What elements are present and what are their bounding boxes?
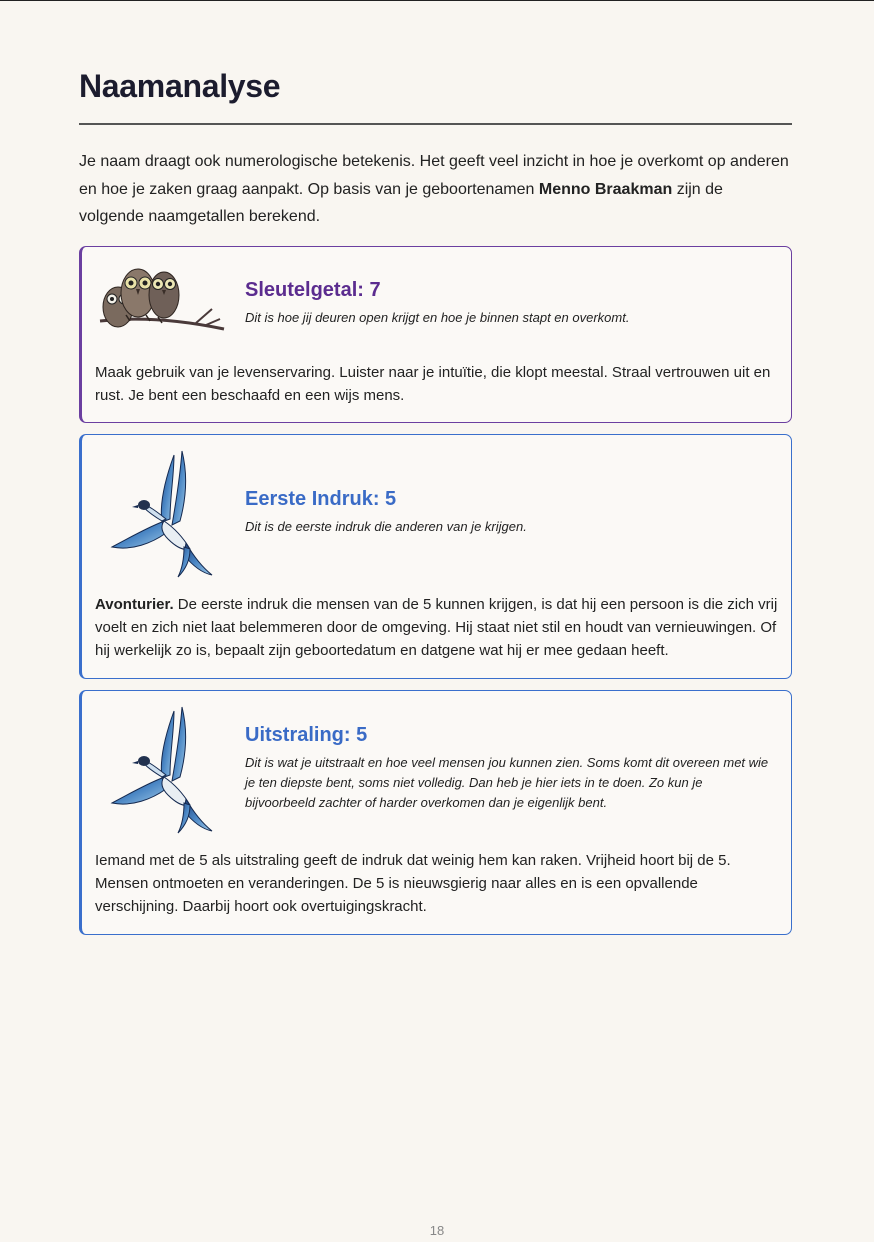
page-number: 18 [429, 1223, 445, 1238]
intro-name: Menno Braakman [538, 180, 673, 198]
card-sleutelgetal [79, 246, 792, 423]
card-body-lead: Avonturier. [95, 596, 174, 613]
card-heading [245, 724, 770, 813]
title-divider [79, 123, 792, 125]
card-heading [245, 488, 527, 537]
card-body [95, 593, 785, 662]
card-body: Maak gebruik van je levenservaring. Luister naar je intuïtie, die klopt meestal. Straal vertrouwen uit en rust. Je bent een beschaafd en een wijs mens. [95, 364, 771, 404]
swallow-illustration [104, 447, 216, 581]
intro-text-end: zijn de volgende naamgetallen berekend. [79, 180, 723, 225]
card-subtitle: Dit is de eerste indruk die anderen van je krijgen. [245, 519, 527, 534]
intro-paragraph [79, 148, 792, 231]
card-title: Eerste Indruk: 5 [245, 488, 397, 510]
intro-text-start: Je naam draagt ook numerologische betekenis. Het geeft veel inzicht in hoe je overkomt op anderen en hoe je zaken graag aanpakt. Op basis van je geboortenamen [79, 153, 789, 198]
page-title: Naamanalyse [79, 68, 281, 104]
card-eerste-indruk [79, 434, 792, 679]
owls-illustration [96, 259, 228, 339]
card-heading [245, 279, 629, 328]
card-subtitle: Dit is wat je uitstraalt en hoe veel mensen jou kunnen zien. Soms komt dit overeen met wie je ten diepste bent, soms niet volledig. Dan heb je hier iets in te doen. Zo kun je bijvoorbeeld zachter of harder overkomen dan je eigenlijk bent. [245, 755, 769, 810]
card-title: Sleutelgetal: 7 [245, 279, 381, 301]
card-body: Iemand met de 5 als uitstraling geeft de indruk dat weinig hem kan raken. Vrijheid hoort bij de 5. Mensen ontmoeten en veranderingen. De 5 is nieuwsgierig naar alles en is een opvallende verschijning. Daarbij hoort ook overtuigingskracht. [95, 852, 731, 915]
swallow-illustration [104, 703, 216, 837]
card-title: Uitstraling: 5 [245, 724, 368, 746]
card-subtitle: Dit is hoe jij deuren open krijgt en hoe je binnen stapt en overkomt. [245, 310, 630, 325]
card-body-text: De eerste indruk die mensen van de 5 kunnen krijgen, is dat hij een persoon is die zich vrij voelt en zich niet laat belemmeren door de omgeving. Hij staat niet stil en houdt van vernieuwingen. Of hij werkelijk zo is, bepaalt zijn geboortedatum en datgene wat hij er mee gedaan heeft. [95, 596, 778, 659]
card-uitstraling [79, 690, 792, 935]
